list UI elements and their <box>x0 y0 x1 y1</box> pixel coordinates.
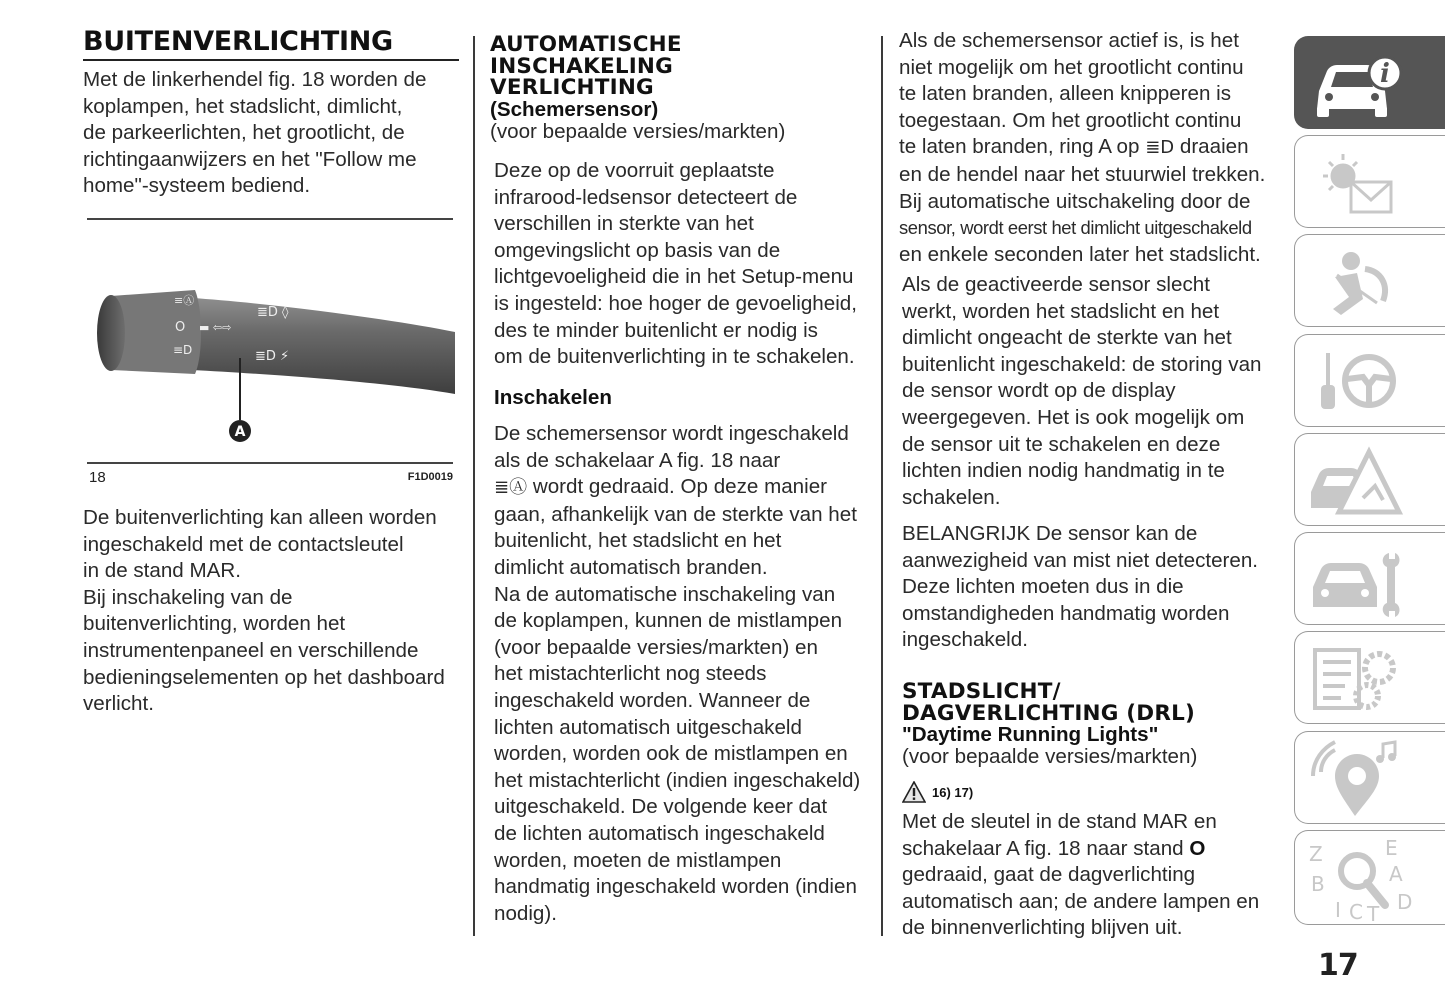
important-paragraph: BELANGRIJK De sensor kan de aanwezigheid van mist niet detecteren. Deze lichten moeten dus in die omstandigheden handmatig worden ingeschakeld. <box>902 522 1259 652</box>
tab-technical-data[interactable] <box>1294 631 1445 724</box>
warning-triangle-icon <box>902 781 926 803</box>
figure-bottom-rule <box>87 462 453 464</box>
position-light-symbol: ▬ ⇦⇨ <box>199 321 232 334</box>
safety-airbag-icon <box>1305 239 1405 323</box>
auto-lighting-heading: AUTOMATISCHE INSCHAKELING VERLICHTING (Schemersensor) (voor bepaalde versies/markten) <box>490 32 786 143</box>
ring-off-symbol: O <box>175 320 186 335</box>
index-icon <box>1305 835 1415 923</box>
tab-index[interactable] <box>1294 830 1445 925</box>
callout-label: A <box>234 424 246 440</box>
light-stalk-figure <box>87 270 455 452</box>
auto-light-symbol: ≡Ⓐ <box>174 294 195 307</box>
figure-top-rule <box>87 218 453 220</box>
index-letter: E <box>1385 836 1398 860</box>
dipped-beam-symbol: ≡D <box>173 343 193 357</box>
stalk-cap <box>97 295 125 371</box>
tab-emergency[interactable] <box>1294 433 1445 526</box>
figure-number: 18 <box>89 469 106 486</box>
index-letter: Z <box>1309 842 1323 866</box>
page-number: 17 <box>1318 948 1358 983</box>
warning-refs: 16) 17) <box>932 784 974 800</box>
figure-code: F1D0019 <box>407 471 453 483</box>
starting-driving-icon <box>1305 339 1405 423</box>
high-beam-icon: ≣D <box>1145 137 1175 159</box>
car-info-icon <box>1305 41 1405 125</box>
paragraph-2: De buitenverlichting kan alleen worden ingeschakeld met de contactsleutel in de stand MAR. Bij inschakeling van de buitenverlichting, worden het instrumentenpaneel en verschillende bedieningselementen op het dashboard verlicht. <box>83 506 445 716</box>
tab-maintenance[interactable] <box>1294 532 1445 625</box>
warning-note <box>902 781 973 803</box>
tab-warning-lights[interactable] <box>1294 135 1445 228</box>
index-letter: I <box>1335 898 1341 922</box>
index-letter: T <box>1367 902 1380 923</box>
tab-safety[interactable] <box>1294 234 1445 327</box>
emergency-icon <box>1305 438 1405 522</box>
activation-paragraph: De schemersensor wordt ingeschakeld als de schakelaar A fig. 18 naar ≣Ⓐ wordt gedraaid. Op deze manier gaan, afhankelijk van de sterkte van het buitenlicht, het stadslicht en het dimlicht automatisch branden. Na de automatische inschakeling van de koplampen, kunnen de mistlampen (voor bepaalde versies/markten) en het mistachterlicht nog steeds ingeschakeld worden. Wanneer de lichten automatisch uitgeschakeld worden, worden ook de mistlampen en het mistachterlicht (indien ingeschakeld) uitgeschakeld. De volgende keer dat de lichten automatisch ingeschakeld worden, moeten de mistlampen handmatig ingeschakeld worden (indien nodig). <box>494 422 861 925</box>
index-letter: D <box>1397 890 1413 914</box>
drl-heading: STADSLICHT/ DAGVERLICHTING (DRL) "Daytime Running Lights" (voor bepaalde versies/markten) <box>902 679 1198 769</box>
drl-paragraph: Met de sleutel in de stand MAR en schakelaar A fig. 18 naar stand O gedraaid, gaat de dagverlichting automatisch aan; de andere lampen en de binnenverlichting blijven uit. <box>902 810 1260 940</box>
high-beam-paragraph: Als de schemersensor actief is, is het niet mogelijk om het grootlicht continu te laten branden, alleen knipperen is toegestaan. Om het grootlicht continu te laten branden, ring A op ≣D draaien en de hendel naar het stuurwiel trekken. Bij automatische uitschakeling door de sensor, wordt eerst het dimlicht uitgeschakeld en enkele seconden later het stadslicht. <box>899 29 1266 266</box>
fog-light-symbol: ≣D ◊ <box>257 305 289 320</box>
stalk-body <box>192 298 455 394</box>
index-letter: A <box>1389 862 1403 886</box>
tab-car-info[interactable] <box>1294 36 1445 129</box>
page-title: BUITENVERLICHTING <box>83 26 393 57</box>
index-letter: B <box>1311 872 1325 896</box>
multimedia-icon <box>1305 736 1405 820</box>
tab-multimedia[interactable] <box>1294 731 1445 824</box>
title-underline <box>83 59 459 61</box>
sensor-fault-paragraph: Als de geactiveerde sensor slecht werkt, worden het stadslicht en het dimlicht ongeacht de sterkte van het buitenlicht ingeschakeld: de storing van de sensor wordt op de display weergegeven. Het is ook mogelijk om de sensor uit te schakelen en deze lichten indien nodig handmatig in te schakelen. <box>902 273 1262 509</box>
maintenance-icon <box>1305 537 1405 621</box>
svg-text:i: i <box>1380 59 1390 89</box>
warning-lights-messages-icon <box>1305 140 1405 224</box>
auto-light-icon: ≣Ⓐ <box>494 477 528 499</box>
rear-fog-symbol: ≣D ⚡ <box>255 349 290 364</box>
section-inschakelen: Inschakelen <box>494 386 612 409</box>
sensor-paragraph: Deze op de voorruit geplaatste infrarood-ledsensor detecteert de verschillen in sterkte van het omgevingslicht op basis van de lichtgevoeligheid die in het Setup-menu is ingesteld: hoe hoger de gevoeligheid, des te minder buitenlicht er nodig is om de buitenverlichting in te schakelen. <box>494 159 857 369</box>
index-letter: C <box>1349 900 1363 923</box>
technical-data-icon <box>1305 636 1405 720</box>
intro-paragraph: Met de linkerhendel fig. 18 worden de koplampen, het stadslicht, dimlicht, de parkeerlichten, het grootlicht, de richtingaanwijzers en het "Follow me home"-systeem bediend. <box>83 68 427 198</box>
tab-starting-driving[interactable] <box>1294 334 1445 427</box>
